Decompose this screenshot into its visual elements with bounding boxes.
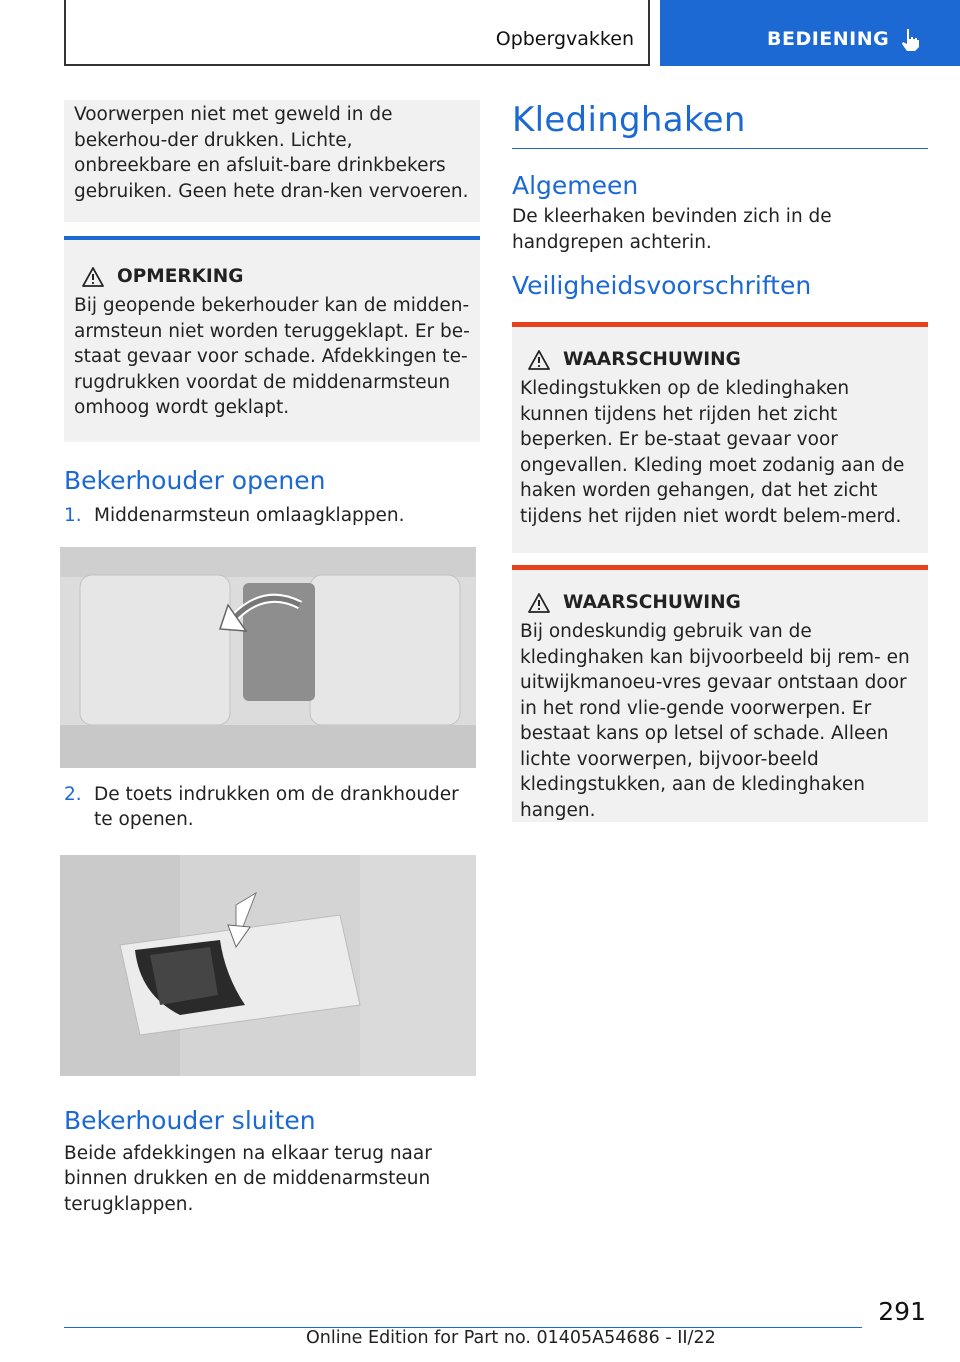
step-2-text: De toets indrukken om de drankhouder te openen.	[94, 783, 459, 830]
general-heading: Algemeen	[512, 171, 639, 200]
notice-top-bar	[64, 236, 480, 240]
warning-2-header	[512, 592, 928, 613]
warning-box-2	[512, 565, 928, 822]
notice-header	[64, 266, 480, 287]
warning-1-top-bar	[512, 322, 928, 327]
cupholder-illustration	[60, 855, 476, 1076]
warning-2-label: WAARSCHUWING	[563, 592, 741, 613]
warning-1-text: Kledingstukken op de kledinghaken kunnen tijdens het rijden het zicht beperken. Er be-staat gevaar voor ongevallen. Kleding moet zodanig aan de haken worden gehangen, dat het zicht tijdens het rijden niet wordt belem-merd.	[520, 378, 905, 527]
armrest-illustration	[60, 547, 476, 768]
title-rule	[512, 148, 928, 149]
warning-1-label: WAARSCHUWING	[563, 349, 741, 370]
hand-pointer-icon	[900, 28, 920, 52]
header-section-title: Opbergvakken	[495, 28, 634, 50]
close-text: Beide afdekkingen na elkaar terug naar binnen drukken en de middenarmsteun terugklappen.	[64, 1142, 432, 1215]
safety-heading: Veiligheidsvoorschriften	[512, 271, 812, 300]
warning-1-header	[512, 349, 928, 370]
right-column	[512, 100, 928, 822]
footer-edition-text: Online Edition for Part no. 01405A54686 - II/22	[306, 1328, 716, 1348]
step-1	[64, 503, 480, 529]
warning-2-top-bar	[512, 565, 928, 570]
cupholder-figure	[60, 855, 476, 1076]
intro-note-text: Voorwerpen niet met geweld in de bekerhou-der drukken. Lichte, onbreekbare en afsluit-bare drinkbekers gebruiken. Geen hete dran-ken vervoeren.	[74, 104, 469, 202]
notice-label: OPMERKING	[117, 266, 244, 287]
open-heading: Bekerhouder openen	[64, 466, 326, 495]
step-2	[64, 782, 480, 833]
general-text: De kleerhaken bevinden zich in de handgrepen achterin.	[512, 206, 832, 253]
warning-2-text: Bij ondeskundig gebruik van de kledinghaken kan bijvoorbeeld bij rem- en uitwijkmanoeu-vres gevaar ontstaan door in het rond vlie-gende voorwerpen. Er bestaat kans op letsel of schade. Alleen lichte voorwerpen, bijvoor-beeld kledingstukken, aan de kledinghaken hangen.	[520, 621, 910, 821]
page-number: 291	[878, 1297, 926, 1326]
warning-box-1	[512, 322, 928, 553]
warning-triangle-icon	[528, 593, 550, 613]
intro-note-box	[64, 100, 480, 222]
notice-box	[64, 236, 480, 442]
armrest-figure	[60, 547, 476, 768]
page-title: Kledinghaken	[512, 100, 746, 140]
left-column	[64, 100, 480, 1217]
warning-triangle-icon	[82, 267, 104, 287]
header-section-box	[64, 0, 650, 66]
step-1-text: Middenarmsteun omlaagklappen.	[94, 505, 405, 526]
warning-triangle-icon	[528, 350, 550, 370]
step-1-number: 1.	[64, 505, 82, 526]
notice-text: Bij geopende bekerhouder kan de midden-armsteun niet worden teruggeklapt. Er be-staat gevaar voor schade. Afdekkingen te-rugdrukken voordat de middenarmsteun omhoog wordt geklapt.	[74, 295, 470, 418]
header-chapter-title: BEDIENING	[767, 28, 890, 50]
close-heading: Bekerhouder sluiten	[64, 1105, 316, 1135]
step-2-number: 2.	[64, 783, 82, 805]
